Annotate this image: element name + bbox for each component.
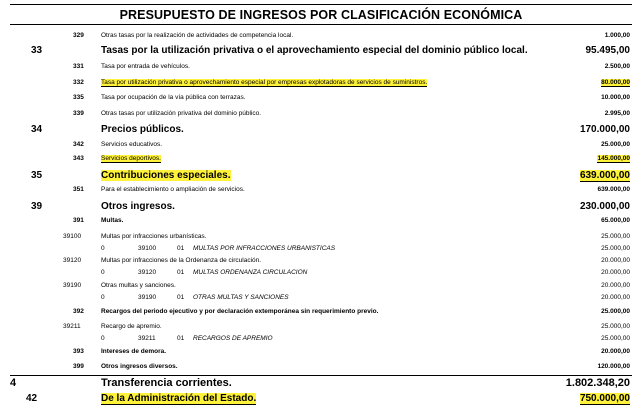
row-code: 335 [73, 94, 84, 101]
table-row [0, 269, 640, 278]
row-sub-code: 39100 [138, 245, 157, 252]
row-code: 393 [73, 348, 84, 355]
row-code: 343 [73, 155, 84, 162]
row-amount: 639.000,00 [597, 186, 630, 193]
row-description-highlighted: Contribuciones especiales. [101, 170, 231, 181]
row-amount: 65.000,00 [601, 217, 630, 224]
row-code: 391 [73, 217, 84, 224]
row-code: 39190 [63, 282, 82, 289]
table-row [0, 393, 640, 405]
row-amount: 10.000,00 [601, 94, 630, 101]
row-description: OTRAS MULTAS Y SANCIONES [193, 294, 289, 301]
row-sub-code: 39120 [138, 269, 157, 276]
row-amount: 20.000,00 [601, 294, 630, 301]
row-code: 342 [73, 141, 84, 148]
table-row [0, 217, 640, 226]
row-code: 4 [10, 377, 17, 389]
row-description: RECARGOS DE APREMIO [193, 335, 273, 342]
row-amount-highlighted: 639.000,00 [579, 170, 630, 181]
row-amount: 20.000,00 [601, 348, 630, 355]
table-row [0, 323, 640, 332]
row-description-highlighted: Tasa por utilización privativa o aprovechamiento especial por empresas explotadoras de servicios de suministros. [101, 79, 428, 86]
row-description: Intereses de demora. [101, 348, 167, 355]
table-row [0, 141, 640, 150]
row-description: Otros ingresos diversos. [101, 363, 178, 370]
row-amount: 25.000,00 [601, 245, 630, 252]
row-description-highlighted: De la Administración del Estado. [101, 393, 257, 404]
row-amount: 2.500,00 [604, 63, 630, 70]
row-description: Tasa por entrada de vehículos. [101, 63, 190, 70]
row-amount: 1.000,00 [604, 32, 630, 39]
table-row [0, 335, 640, 344]
row-description: Recargos del periodo ejecutivo y por declaración extemporánea sin requerimiento previo. [101, 308, 379, 315]
row-amount: 120.000,00 [597, 363, 630, 370]
row-code: 39211 [63, 323, 81, 330]
row-description: Transferencia corrientes. [101, 377, 232, 389]
row-description: Otras tasas por la realización de actividades de competencia local. [101, 32, 294, 39]
table-row [0, 245, 640, 254]
row-description: Multas por infracciones urbanísticas. [101, 233, 207, 240]
row-code: 39100 [63, 233, 82, 240]
row-amount: 20.000,00 [601, 269, 630, 276]
row-description: Otros ingresos. [101, 201, 175, 212]
row-code: 329 [73, 32, 84, 39]
row-code: 33 [31, 45, 43, 56]
row-description: Tasas por la utilización privativa o el aprovechamiento especial del dominio público local. [101, 45, 528, 56]
table-row [0, 308, 640, 317]
row-code: 42 [26, 393, 38, 404]
row-amount-highlighted: 80.000,00 [601, 79, 630, 86]
row-description: Otras tasas por utilización privativa del dominio público. [101, 110, 262, 117]
row-code: 399 [73, 363, 84, 370]
row-code: 0 [101, 245, 105, 252]
row-amount: 2.995,00 [604, 110, 630, 117]
table-row [0, 110, 640, 119]
table-row [0, 94, 640, 103]
row-code: 392 [73, 308, 84, 315]
row-code: 0 [101, 294, 105, 301]
row-sub-code: 39190 [138, 294, 157, 301]
row-amount: 20.000,00 [601, 257, 630, 264]
table-row [0, 377, 640, 390]
table-row [0, 170, 640, 182]
table-row [0, 79, 640, 88]
row-amount-highlighted: 145.000,00 [597, 155, 630, 162]
row-description: Multas por infracciones de la Ordenanza de circulación. [101, 257, 262, 264]
row-code: 39120 [63, 257, 82, 264]
table-row [0, 186, 640, 195]
row-code: 39 [31, 201, 43, 212]
row-sub-code: 39211 [138, 335, 156, 342]
row-amount: 170.000,00 [579, 124, 630, 135]
row-code: 0 [101, 269, 105, 276]
row-code: 35 [31, 170, 43, 181]
row-code: 331 [73, 63, 84, 70]
row-amount: 25.000,00 [601, 141, 630, 148]
row-org: 01 [177, 335, 185, 342]
row-description: Recargo de apremio. [101, 323, 162, 330]
row-amount: 20.000,00 [601, 282, 630, 289]
row-description: MULTAS POR INFRACCIONES URBANISTICAS [193, 245, 336, 252]
row-description: Precios públicos. [101, 124, 184, 135]
row-amount: 25.000,00 [601, 335, 630, 342]
row-description: MULTAS ORDENANZA CIRCULACION [193, 269, 308, 276]
table-row [0, 155, 640, 164]
row-amount: 25.000,00 [601, 323, 630, 330]
row-amount: 230.000,00 [579, 201, 630, 212]
row-description: Para el establecimiento o ampliación de servicios. [101, 186, 245, 193]
row-description: Multas. [101, 217, 124, 224]
row-org: 01 [177, 245, 185, 252]
row-amount: 25.000,00 [601, 233, 630, 240]
row-amount: 25.000,00 [601, 308, 630, 315]
table-row [0, 363, 640, 372]
row-org: 01 [177, 294, 185, 301]
row-description: Tasa por ocupación de la vía pública con terrazas. [101, 94, 246, 101]
row-code: 332 [73, 79, 84, 86]
table-row [0, 348, 640, 357]
table-row [0, 124, 640, 136]
row-code: 0 [101, 335, 105, 342]
table-row [0, 32, 640, 41]
table-row [0, 294, 640, 303]
page-title: PRESUPUESTO DE INGRESOS POR CLASIFICACIÓN ECONÓMICA [10, 4, 632, 25]
row-code: 351 [73, 186, 84, 193]
row-amount-highlighted: 750.000,00 [579, 393, 630, 404]
table-row [0, 257, 640, 266]
table-row [0, 201, 640, 213]
table-row [0, 45, 640, 57]
table-row [0, 282, 640, 291]
row-description: Servicios educativos. [101, 141, 163, 148]
table-row [0, 233, 640, 242]
divider [10, 375, 632, 376]
row-code: 339 [73, 110, 84, 117]
row-amount: 1.802.348,20 [565, 377, 630, 389]
row-code: 34 [31, 124, 43, 135]
row-org: 01 [177, 269, 185, 276]
table-row [0, 63, 640, 72]
row-amount: 95.495,00 [585, 45, 630, 56]
row-description: Otras multas y sanciones. [101, 282, 176, 289]
row-description-highlighted: Servicios deportivos. [101, 155, 161, 162]
